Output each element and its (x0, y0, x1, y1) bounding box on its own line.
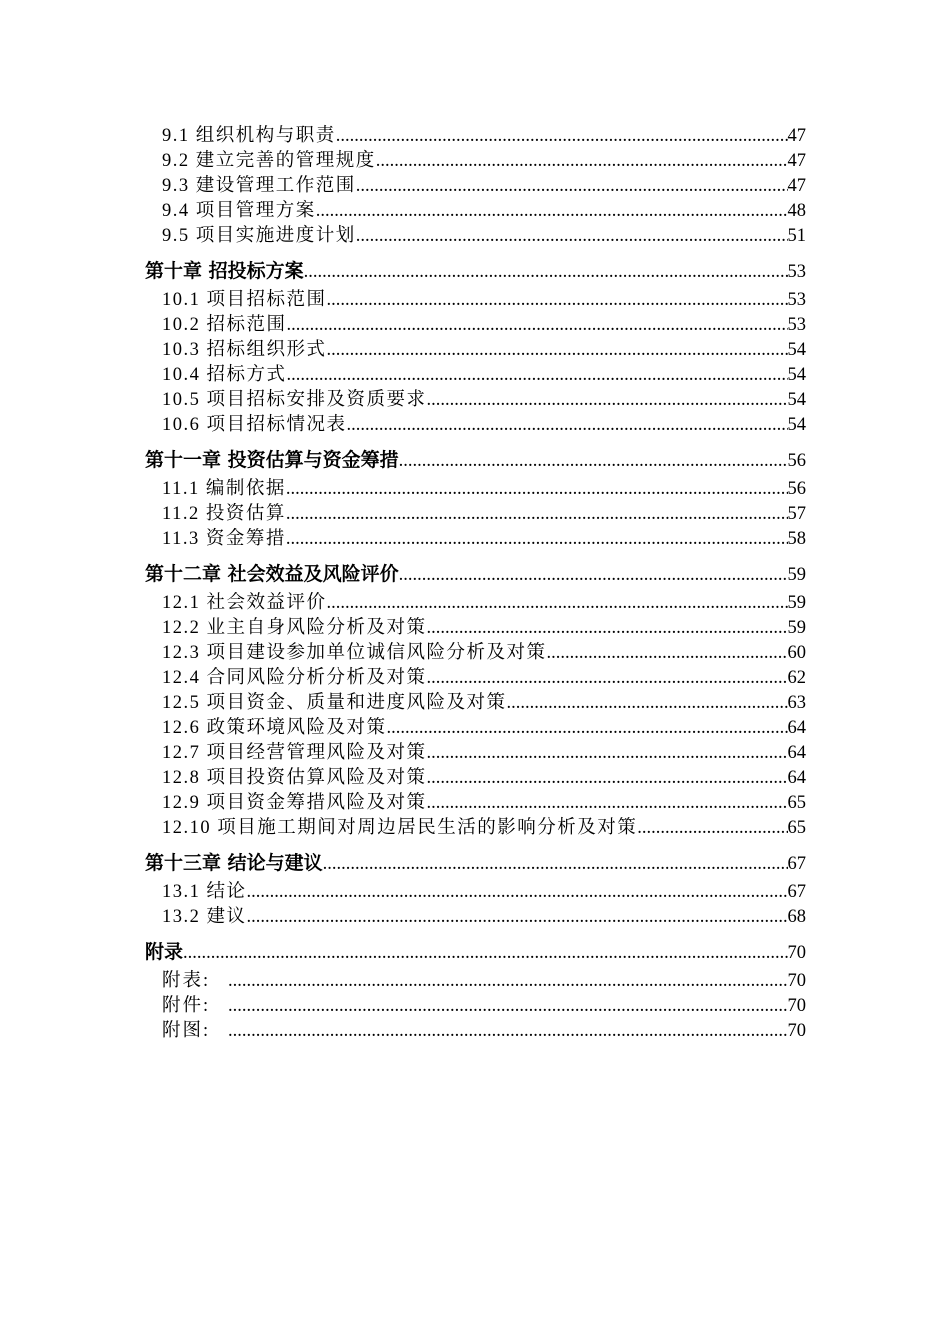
toc-dot-leader (183, 936, 787, 970)
toc-page-number: 70 (787, 971, 806, 991)
toc-dot-leader (347, 413, 788, 438)
toc-dot-leader (427, 388, 788, 413)
toc-entry-title: 12.1 社会效益评价 (162, 593, 327, 613)
toc-entry-title: 11.1 编制依据 (162, 479, 286, 499)
toc-entry-title: 第十三章 结论与建议 (145, 852, 323, 874)
toc-page-number: 67 (787, 854, 806, 874)
toc-page-number: 58 (787, 529, 806, 549)
toc-section-entry[interactable] (145, 288, 806, 313)
toc-section-entry[interactable] (145, 791, 806, 816)
toc-page-number: 70 (787, 996, 806, 1016)
toc-section-entry[interactable] (145, 666, 806, 691)
toc-entry-title: 10.1 项目招标范围 (162, 290, 327, 310)
toc-dot-leader (286, 527, 788, 552)
toc-page-number: 47 (787, 176, 806, 196)
toc-dot-leader (228, 994, 788, 1019)
toc-page-number: 60 (787, 643, 806, 663)
toc-entry-title: 10.2 招标范围 (162, 315, 287, 335)
toc-section-entry[interactable] (145, 616, 806, 641)
toc-entry-title: 第十二章 社会效益及风险评价 (145, 563, 399, 585)
toc-entry-title: 第十一章 投资估算与资金筹措 (145, 449, 399, 471)
toc-dot-leader (356, 224, 788, 249)
toc-section-entry[interactable] (145, 816, 806, 841)
toc-page-number: 68 (787, 907, 806, 927)
toc-chapter-entry[interactable] (145, 846, 806, 880)
toc-page-number: 47 (787, 126, 806, 146)
toc-entry-title: 12.9 项目资金筹措风险及对策 (162, 793, 427, 813)
toc-chapter-entry[interactable] (145, 443, 806, 477)
toc-page-number: 64 (787, 768, 806, 788)
toc-entry-title: 9.5 项目实施进度计划 (162, 226, 356, 246)
toc-section-entry[interactable] (145, 174, 806, 199)
toc-dot-leader (427, 791, 788, 816)
toc-entry-title: 12.4 合同风险分析分析及对策 (162, 668, 427, 688)
toc-entry-title: 9.1 组织机构与职责 (162, 126, 336, 146)
toc-dot-leader (427, 766, 788, 791)
toc-entry-title: 13.1 结论 (162, 882, 247, 902)
toc-section-entry[interactable] (145, 149, 806, 174)
toc-dot-leader (427, 616, 788, 641)
toc-entry-title: 附图: (162, 1021, 211, 1041)
toc-dot-leader (399, 558, 788, 592)
toc-section-entry[interactable] (145, 905, 806, 930)
toc-chapter-entry[interactable] (145, 935, 806, 969)
toc-dot-leader (399, 444, 788, 478)
toc-section-entry[interactable] (145, 224, 806, 249)
toc-section-entry[interactable] (145, 477, 806, 502)
toc-entry-title: 12.8 项目投资估算风险及对策 (162, 768, 427, 788)
toc-dot-leader (247, 905, 788, 930)
toc-section-entry[interactable] (145, 766, 806, 791)
toc-dot-leader (547, 641, 788, 666)
toc-page-number: 67 (787, 882, 806, 902)
toc-page-number: 64 (787, 718, 806, 738)
toc-entry-title: 11.2 投资估算 (162, 504, 286, 524)
toc-page-number: 59 (787, 593, 806, 613)
toc-section-entry[interactable] (145, 741, 806, 766)
toc-entry-title: 12.3 项目建设参加单位诚信风险分析及对策 (162, 643, 547, 663)
toc-section-entry[interactable] (145, 313, 806, 338)
toc-entry-title: 附件: (162, 996, 211, 1016)
toc-page-number: 62 (787, 668, 806, 688)
toc-page-number: 54 (787, 415, 806, 435)
toc-dot-leader (228, 969, 788, 994)
toc-chapter-entry[interactable] (145, 557, 806, 591)
toc-dot-leader (336, 124, 788, 149)
toc-section-entry[interactable] (145, 691, 806, 716)
toc-entry-title: 10.4 招标方式 (162, 365, 287, 385)
toc-dot-leader (507, 691, 788, 716)
toc-page-number: 70 (787, 1021, 806, 1041)
toc-section-entry[interactable] (145, 641, 806, 666)
toc-dot-leader (316, 199, 788, 224)
toc-page-number: 53 (787, 262, 806, 282)
toc-entry-title: 9.4 项目管理方案 (162, 201, 316, 221)
toc-section-entry[interactable] (145, 338, 806, 363)
toc-section-entry[interactable] (145, 388, 806, 413)
toc-page-number: 65 (787, 818, 806, 838)
toc-entry-title: 10.6 项目招标情况表 (162, 415, 347, 435)
toc-page-number: 64 (787, 743, 806, 763)
toc-dot-leader (286, 502, 788, 527)
toc-entry-title: 9.3 建设管理工作范围 (162, 176, 356, 196)
toc-chapter-entry[interactable] (145, 254, 806, 288)
toc-page-number: 70 (787, 943, 806, 963)
toc-entry-title: 第十章 招投标方案 (145, 260, 304, 282)
toc-section-entry[interactable] (145, 527, 806, 552)
toc-dot-leader (327, 591, 788, 616)
toc-section-entry[interactable] (145, 199, 806, 224)
toc-page-number: 54 (787, 340, 806, 360)
toc-appendix-entry[interactable] (145, 994, 806, 1019)
toc-dot-leader (228, 1019, 788, 1044)
toc-entry-title: 10.5 项目招标安排及资质要求 (162, 390, 427, 410)
toc-entry-title: 12.6 政策环境风险及对策 (162, 718, 387, 738)
toc-entry-title: 附录 (145, 941, 184, 963)
toc-page-number: 56 (787, 479, 806, 499)
toc-dot-leader (376, 149, 788, 174)
toc-section-entry[interactable] (145, 716, 806, 741)
toc-appendix-entry[interactable] (145, 1019, 806, 1044)
toc-dot-leader (286, 477, 788, 502)
toc-dot-leader (287, 313, 788, 338)
toc-dot-leader (637, 816, 787, 841)
toc-page-number: 53 (787, 315, 806, 335)
toc-page-number: 54 (787, 390, 806, 410)
toc-entry-title: 12.7 项目经营管理风险及对策 (162, 743, 427, 763)
toc-section-entry[interactable] (145, 363, 806, 388)
toc-appendix-entry[interactable] (145, 969, 806, 994)
toc-entry-title: 13.2 建议 (162, 907, 247, 927)
toc-page-number: 59 (787, 618, 806, 638)
toc-entry-title: 12.2 业主自身风险分析及对策 (162, 618, 427, 638)
table-of-contents (145, 124, 806, 1044)
toc-section-entry[interactable] (145, 502, 806, 527)
toc-entry-title: 9.2 建立完善的管理规度 (162, 151, 376, 171)
toc-dot-leader (327, 338, 788, 363)
toc-page-number: 63 (787, 693, 806, 713)
toc-entry-title: 10.3 招标组织形式 (162, 340, 327, 360)
toc-dot-leader (304, 255, 788, 289)
toc-section-entry[interactable] (145, 591, 806, 616)
toc-dot-leader (287, 363, 788, 388)
toc-page-number: 65 (787, 793, 806, 813)
toc-page-number: 57 (787, 504, 806, 524)
toc-page-number: 56 (787, 451, 806, 471)
toc-entry-title: 12.10 项目施工期间对周边居民生活的影响分析及对策 (162, 818, 638, 838)
toc-section-entry[interactable] (145, 413, 806, 438)
toc-dot-leader (356, 174, 788, 199)
toc-page-number: 51 (787, 226, 806, 246)
toc-entry-title: 12.5 项目资金、质量和进度风险及对策 (162, 693, 507, 713)
toc-page-number: 59 (787, 565, 806, 585)
toc-dot-leader (427, 741, 788, 766)
toc-dot-leader (387, 716, 788, 741)
toc-page-number: 54 (787, 365, 806, 385)
toc-section-entry[interactable] (145, 124, 806, 149)
toc-dot-leader (247, 880, 788, 905)
toc-dot-leader (427, 666, 788, 691)
toc-entry-title: 附表: (162, 971, 211, 991)
toc-section-entry[interactable] (145, 880, 806, 905)
toc-dot-leader (327, 288, 788, 313)
toc-page-number: 48 (787, 201, 806, 221)
toc-entry-title: 11.3 资金筹措 (162, 529, 286, 549)
toc-page-number: 47 (787, 151, 806, 171)
toc-page-number: 53 (787, 290, 806, 310)
toc-dot-leader (323, 847, 788, 881)
